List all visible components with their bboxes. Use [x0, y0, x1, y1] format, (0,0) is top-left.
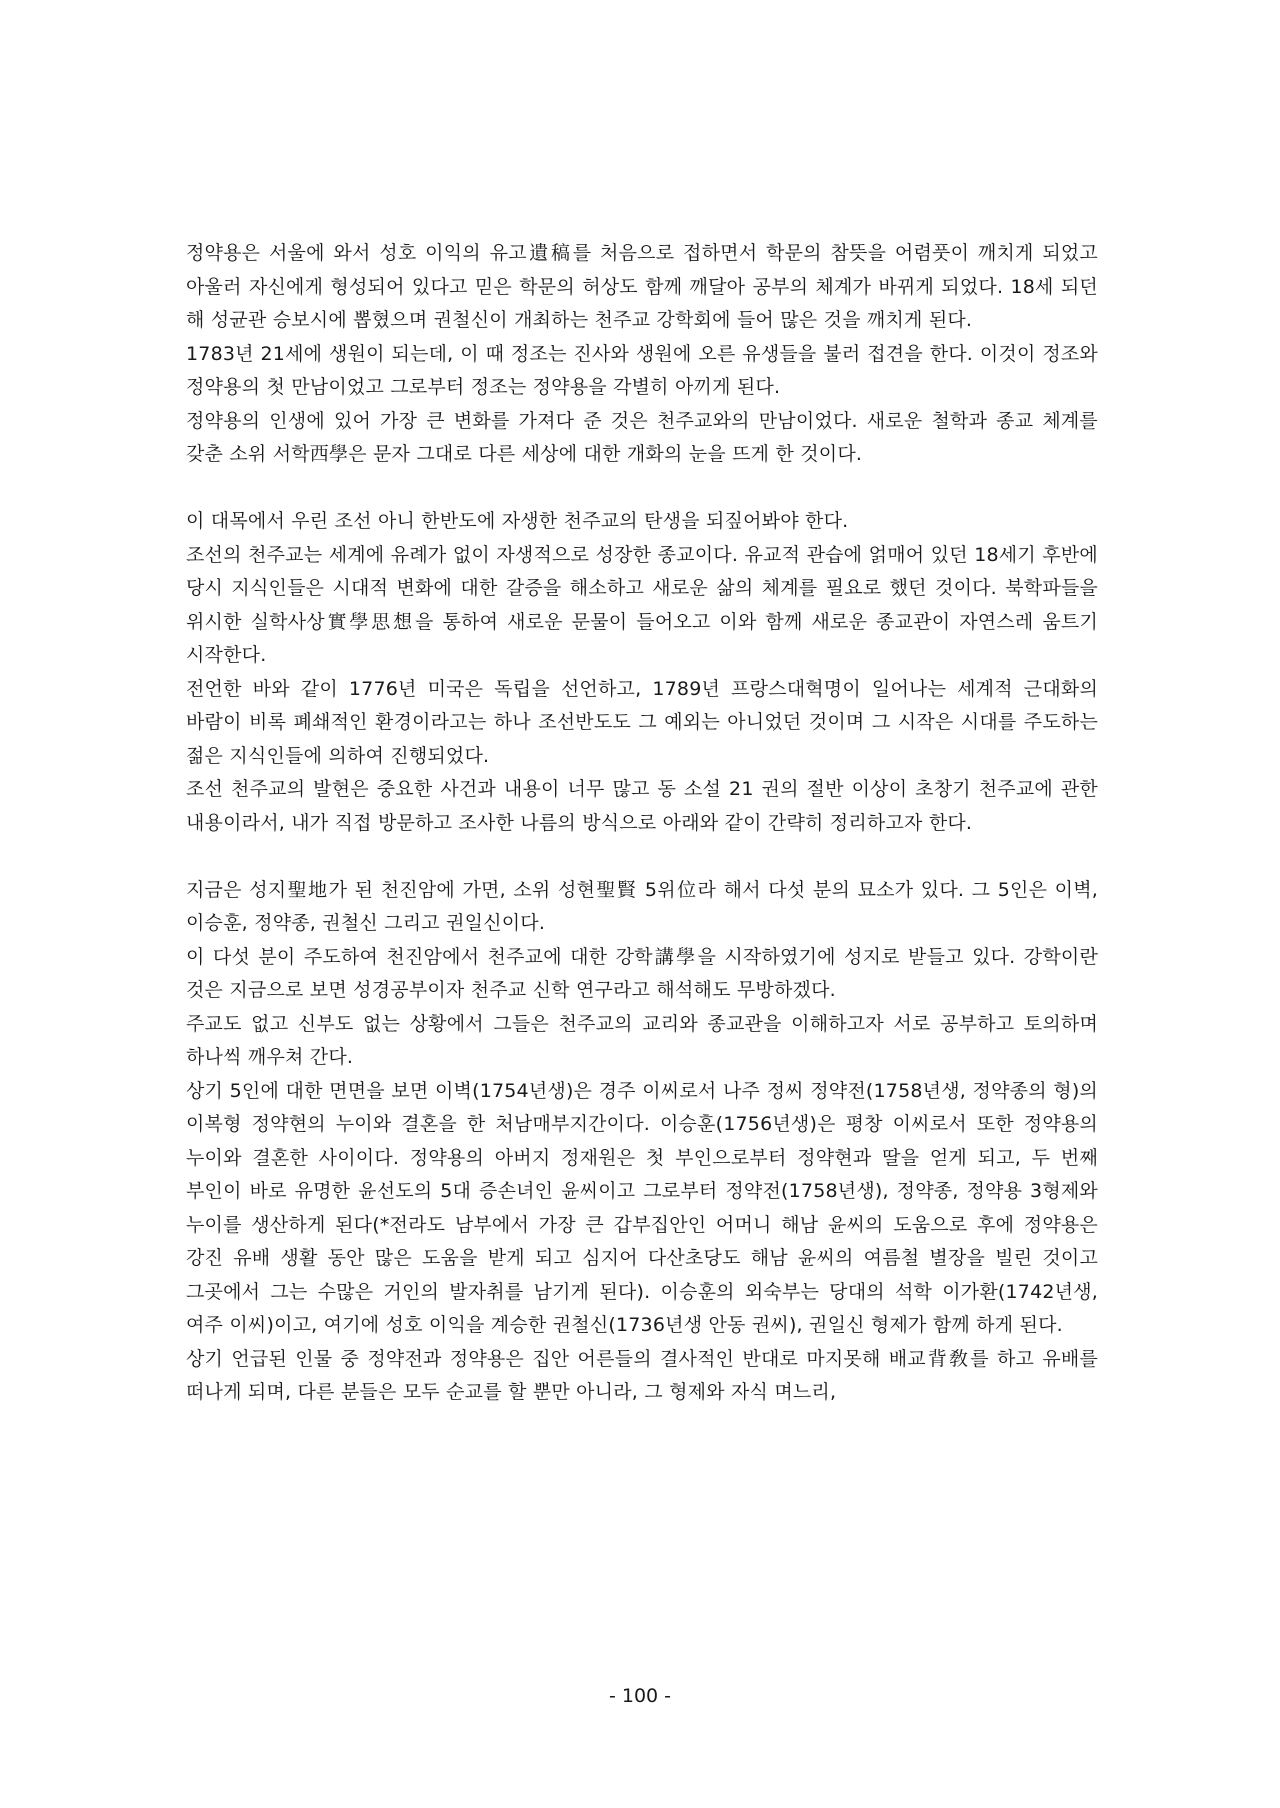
paragraph-gap: [186, 472, 1098, 506]
paragraph-6: 전언한 바와 같이 1776년 미국은 독립을 선언하고, 1789년 프랑스대혁명이 일어나는 세계적 근대화의 바람이 비록 폐쇄적인 환경이라고는 하나 조선반도도 그 예외는 아니었던 것이며 그 시작은 시대를 주도하는 젊은 지식인들에 의하여 진행되었다.: [186, 677, 1098, 767]
paragraph-1: 정약용은 서울에 와서 성호 이익의 유고遺稿를 처음으로 접하면서 학문의 참뜻을 어렴풋이 깨치게 되었고 아울러 자신에게 형성되어 있다고 믿은 학문의 허상도 함께 깨달아 공부의 체계가 바뀌게 되었다. 18세 되던 해 성균관 승보시에 뽑혔으며 권철신이 개최하는 천주교 강학회에 들어 많은 것을 깨치게 된다.: [186, 242, 1098, 331]
page-number: - 100 -: [608, 1685, 672, 1707]
paragraph-4: 이 대목에서 우린 조선 아니 한반도에 자생한 천주교의 탄생을 되짚어봐야 한다.: [186, 510, 849, 532]
paragraph-gap: [186, 840, 1098, 874]
paragraph-11: 상기 5인에 대한 면면을 보면 이벽(1754년생)은 경주 이씨로서 나주 정씨 정약전(1758년생, 정약종의 형)의 이복형 정약현의 누이와 결혼을 한 처남매부지간이다. 이승훈(1756년생)은 평창 이씨로서 또한 정약용의 누이와 결혼한 사이이다. 정약용의 아버지 정재원은 첫 부인으로부터 정약현과 딸을 얻게 되고, 두 번째 부인이 바로 유명한 윤선도의 5대 증손녀인 윤씨이고 그로부터 정약전(1758년생), 정약종, 정약용 3형제와 누이를 생산하게 된다(*전라도 남부에서 가장 큰 갑부집안인 어머니 해남 윤씨의 도움으로 후에 정약용은 강진 유배 생활 동안 많은 도움을 받게 되고 심지어 다산초당도 해남 윤씨의 여름철 별장을 빌린 것이고 그곳에서 그는 수많은 거인의 발자취를 남기게 된다). 이승훈의 외숙부는 당대의 석학 이가환(1742년생, 여주 이씨)이고, 여기에 성호 이익을 계승한 권철신(1736년생 안동 권씨), 권일신 형제가 함께 하게 된다.: [186, 1079, 1098, 1336]
paragraph-8: 지금은 성지聖地가 된 천진암에 가면, 소위 성현聖賢 5위位라 해서 다섯 분의 묘소가 있다. 그 5인은 이벽, 이승훈, 정약종, 권철신 그리고 권일신이다.: [186, 878, 1098, 934]
paragraph-10: 주교도 없고 신부도 없는 상황에서 그들은 천주교의 교리와 종교관을 이해하고자 서로 공부하고 토의하며 하나씩 깨우쳐 간다.: [186, 1012, 1098, 1068]
paragraph-2: 1783년 21세에 생원이 되는데, 이 때 정조는 진사와 생원에 오른 유생들을 불러 접견을 한다. 이것이 정조와 정약용의 첫 만남이었고 그로부터 정조는 정약용을 각별히 아끼게 된다.: [186, 342, 1098, 398]
paragraph-5: 조선의 천주교는 세계에 유례가 없이 자생적으로 성장한 종교이다. 유교적 관습에 얽매어 있던 18세기 후반에 당시 지식인들은 시대적 변화에 대한 갈증을 해소하고 새로운 삶의 체계를 필요로 했던 것이다. 북학파들을 위시한 실학사상實學思想을 통하여 새로운 문물이 들어오고 이와 함께 새로운 종교관이 자연스레 움트기 시작한다.: [186, 543, 1098, 666]
body-text: [186, 237, 1098, 1410]
paragraph-3: 정약용의 인생에 있어 가장 큰 변화를 가져다 준 것은 천주교와의 만남이었다. 새로운 철학과 종교 체계를 갖춘 소위 서학西學은 문자 그대로 다른 세상에 대한 개화의 눈을 뜨게 한 것이다.: [186, 409, 1098, 465]
paragraph-9: 이 다섯 분이 주도하여 천진암에서 천주교에 대한 강학講學을 시작하였기에 성지로 받들고 있다. 강학이란 것은 지금으로 보면 성경공부이자 천주교 신학 연구라고 해석해도 무방하겠다.: [186, 945, 1098, 1001]
paragraph-7: 조선 천주교의 발현은 중요한 사건과 내용이 너무 많고 동 소설 21 권의 절반 이상이 초창기 천주교에 관한 내용이라서, 내가 직접 방문하고 조사한 나름의 방식으로 아래와 같이 간략히 정리하고자 한다.: [186, 778, 1098, 834]
paragraph-12: 상기 언급된 인물 중 정약전과 정약용은 집안 어른들의 결사적인 반대로 마지못해 배교背敎를 하고 유배를 떠나게 되며, 다른 분들은 모두 순교를 할 뿐만 아니라, 그 형제와 자식 며느리,: [186, 1347, 1098, 1403]
